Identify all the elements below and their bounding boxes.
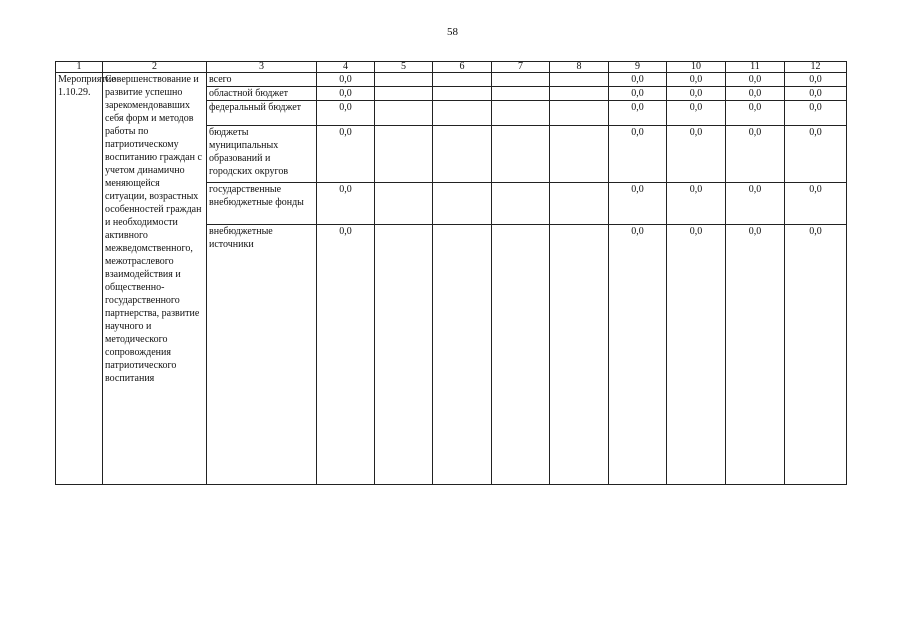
- value-cell: [433, 73, 492, 87]
- value-cell: 0,0: [317, 126, 375, 183]
- activity-name: Совершенствование и развитие успешно зарекомендовавших себя форм и методов работы по патриотическому воспитанию граждан с учетом динамично меняющейся ситуации, возрастных особенностей граждан и необходимости активного межведомственного, межотраслевого взаимодействия и общественно-государственного партнерства, развитие научного и методического сопровождения патриотического воспитания: [103, 73, 207, 485]
- value-cell: 0,0: [317, 73, 375, 87]
- column-header: 3: [207, 62, 317, 73]
- funding-source: бюджеты муниципальных образований и городских округов: [207, 126, 317, 183]
- value-cell: 0,0: [726, 183, 785, 225]
- value-cell: 0,0: [726, 87, 785, 101]
- value-cell: [492, 225, 550, 485]
- value-cell: 0,0: [726, 126, 785, 183]
- column-header: 10: [667, 62, 726, 73]
- value-cell: 0,0: [609, 101, 667, 126]
- value-cell: [433, 101, 492, 126]
- value-cell: [550, 225, 609, 485]
- value-cell: 0,0: [609, 183, 667, 225]
- value-cell: 0,0: [785, 73, 847, 87]
- value-cell: 0,0: [785, 101, 847, 126]
- value-cell: 0,0: [726, 225, 785, 485]
- value-cell: [550, 101, 609, 126]
- column-header: 8: [550, 62, 609, 73]
- budget-table: [55, 61, 847, 485]
- value-cell: 0,0: [785, 183, 847, 225]
- value-cell: 0,0: [609, 126, 667, 183]
- value-cell: [550, 126, 609, 183]
- value-cell: 0,0: [667, 101, 726, 126]
- value-cell: 0,0: [726, 73, 785, 87]
- funding-source: государственные внебюджетные фонды: [207, 183, 317, 225]
- value-cell: [550, 73, 609, 87]
- value-cell: [433, 183, 492, 225]
- value-cell: [375, 126, 433, 183]
- column-header: 2: [103, 62, 207, 73]
- value-cell: [492, 126, 550, 183]
- value-cell: 0,0: [609, 87, 667, 101]
- column-header: 7: [492, 62, 550, 73]
- value-cell: 0,0: [609, 225, 667, 485]
- page-number: 58: [447, 26, 458, 38]
- funding-source: внебюджетные источники: [207, 225, 317, 485]
- value-cell: [375, 101, 433, 126]
- value-cell: [550, 183, 609, 225]
- value-cell: 0,0: [785, 126, 847, 183]
- value-cell: [433, 126, 492, 183]
- value-cell: [433, 225, 492, 485]
- value-cell: [375, 183, 433, 225]
- value-cell: 0,0: [317, 183, 375, 225]
- column-header: 4: [317, 62, 375, 73]
- value-cell: [492, 73, 550, 87]
- value-cell: 0,0: [667, 87, 726, 101]
- value-cell: [492, 101, 550, 126]
- value-cell: 0,0: [317, 225, 375, 485]
- funding-source: федеральный бюджет: [207, 101, 317, 126]
- value-cell: 0,0: [726, 101, 785, 126]
- funding-source: областной бюджет: [207, 87, 317, 101]
- column-header: 1: [56, 62, 103, 73]
- value-cell: 0,0: [785, 225, 847, 485]
- value-cell: 0,0: [609, 73, 667, 87]
- value-cell: 0,0: [667, 73, 726, 87]
- column-header: 6: [433, 62, 492, 73]
- value-cell: [492, 87, 550, 101]
- table-row: [56, 73, 847, 87]
- value-cell: [492, 183, 550, 225]
- column-header: 5: [375, 62, 433, 73]
- value-cell: [433, 87, 492, 101]
- column-header: 9: [609, 62, 667, 73]
- value-cell: 0,0: [667, 183, 726, 225]
- value-cell: 0,0: [667, 126, 726, 183]
- value-cell: [375, 225, 433, 485]
- value-cell: 0,0: [785, 87, 847, 101]
- value-cell: 0,0: [317, 101, 375, 126]
- value-cell: 0,0: [667, 225, 726, 485]
- column-header: 11: [726, 62, 785, 73]
- value-cell: [375, 73, 433, 87]
- activity-code: Мероприятие 1.10.29.: [56, 73, 103, 485]
- value-cell: [375, 87, 433, 101]
- funding-source: всего: [207, 73, 317, 87]
- column-number-row: [56, 62, 847, 73]
- column-header: 12: [785, 62, 847, 73]
- value-cell: 0,0: [317, 87, 375, 101]
- value-cell: [550, 87, 609, 101]
